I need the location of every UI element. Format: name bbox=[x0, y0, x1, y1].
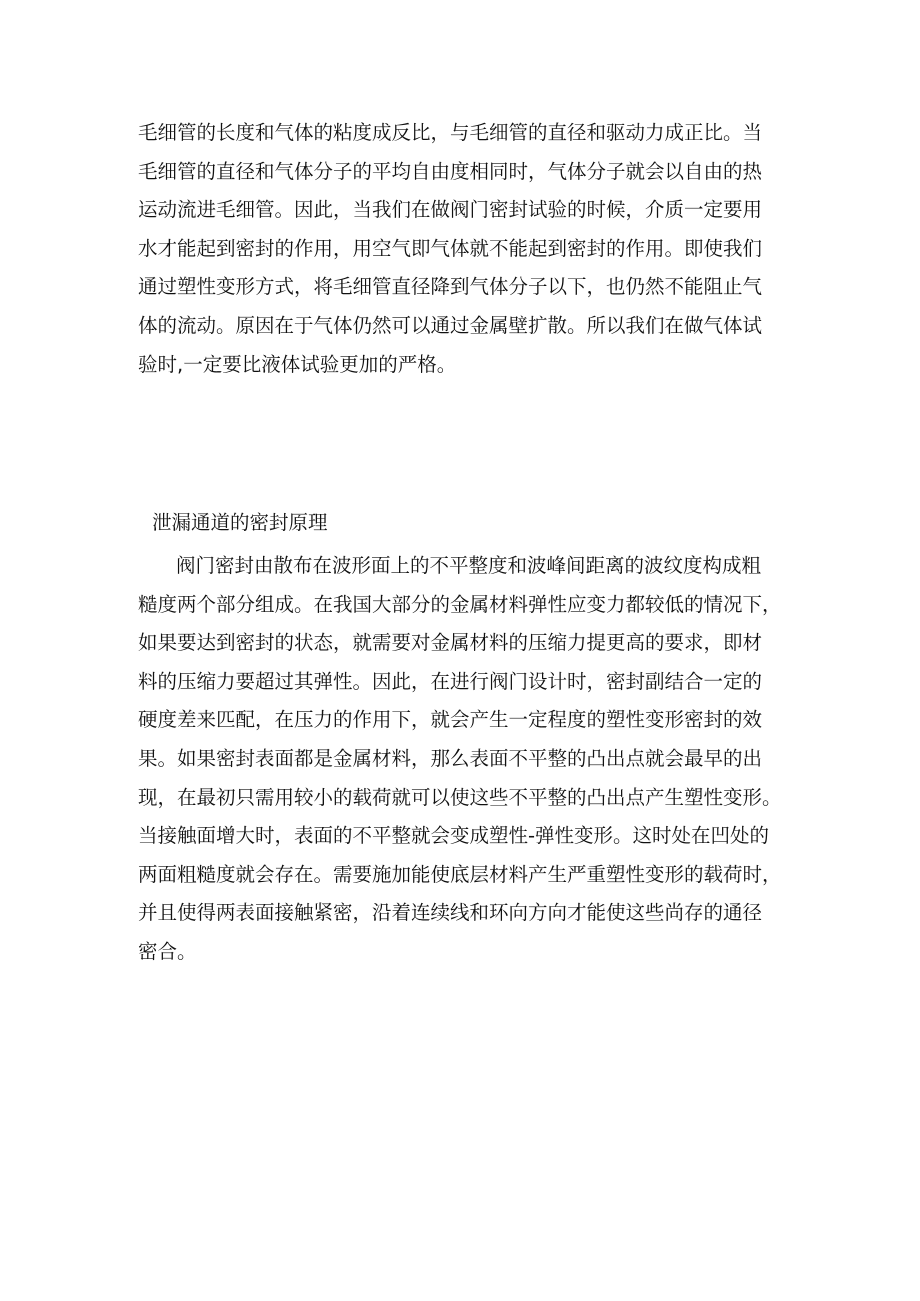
paragraph-1 bbox=[138, 114, 798, 384]
paragraph-line: 硬度差来匹配，在压力的作用下，就会产生一定程度的塑性变形密封的效 bbox=[138, 708, 763, 732]
paragraph-line: 当接触面增大时，表面的不平整就会变成塑性-弹性变形。这时处在凹处的 bbox=[138, 824, 770, 848]
paragraph-line: 通过塑性变形方式，将毛细管直径降到气体分子以下，也仍然不能阻止气 bbox=[138, 275, 763, 299]
paragraph-line: 体的流动。原因在于气体仍然可以通过金属壁扩散。所以我们在做气体试 bbox=[138, 313, 763, 337]
section-heading: 泄漏通道的密封原理 bbox=[152, 511, 328, 534]
paragraph-line: 如果要达到密封的状态，就需要对金属材料的压缩力提更高的要求，即材 bbox=[138, 631, 763, 655]
paragraph-line: 糙度两个部分组成。在我国大部分的金属材料弹性应变力都较低的情况下， bbox=[138, 592, 782, 616]
paragraph-2 bbox=[138, 547, 798, 972]
paragraph-line: 阀门密封由散布在波形面上的不平整度和波峰间距离的波纹度构成粗 bbox=[176, 554, 762, 577]
paragraph-line: 密合。 bbox=[138, 939, 197, 963]
paragraph-line: 毛细管的长度和气体的粘度成反比，与毛细管的直径和驱动力成正比。当 bbox=[138, 121, 763, 144]
paragraph-line: 现，在最初只需用较小的载荷就可以使这些不平整的凸出点产生塑性变形。 bbox=[138, 785, 782, 809]
paragraph-line: 毛细管的直径和气体分子的平均自由度相同时，气体分子就会以自由的热 bbox=[138, 159, 763, 183]
paragraph-line: 并且使得两表面接触紧密，沿着连续线和环向方向才能使这些尚存的通径 bbox=[138, 901, 763, 925]
paragraph-line: 两面粗糙度就会存在。需要施加能使底层材料产生严重塑性变形的载荷时， bbox=[138, 862, 782, 886]
paragraph-line: 果。如果密封表面都是金属材料，那么表面不平整的凸出点就会最早的出 bbox=[138, 746, 763, 770]
paragraph-line: 料的压缩力要超过其弹性。因此，在进行阀门设计时，密封副结合一定的 bbox=[138, 669, 763, 693]
paragraph-line: 验时,一定要比液体试验更加的严格。 bbox=[138, 352, 457, 376]
paragraph-line: 水才能起到密封的作用，用空气即气体就不能起到密封的作用。即使我们 bbox=[138, 236, 763, 260]
paragraph-line: 运动流进毛细管。因此，当我们在做阀门密封试验的时候，介质一定要用 bbox=[138, 198, 763, 222]
